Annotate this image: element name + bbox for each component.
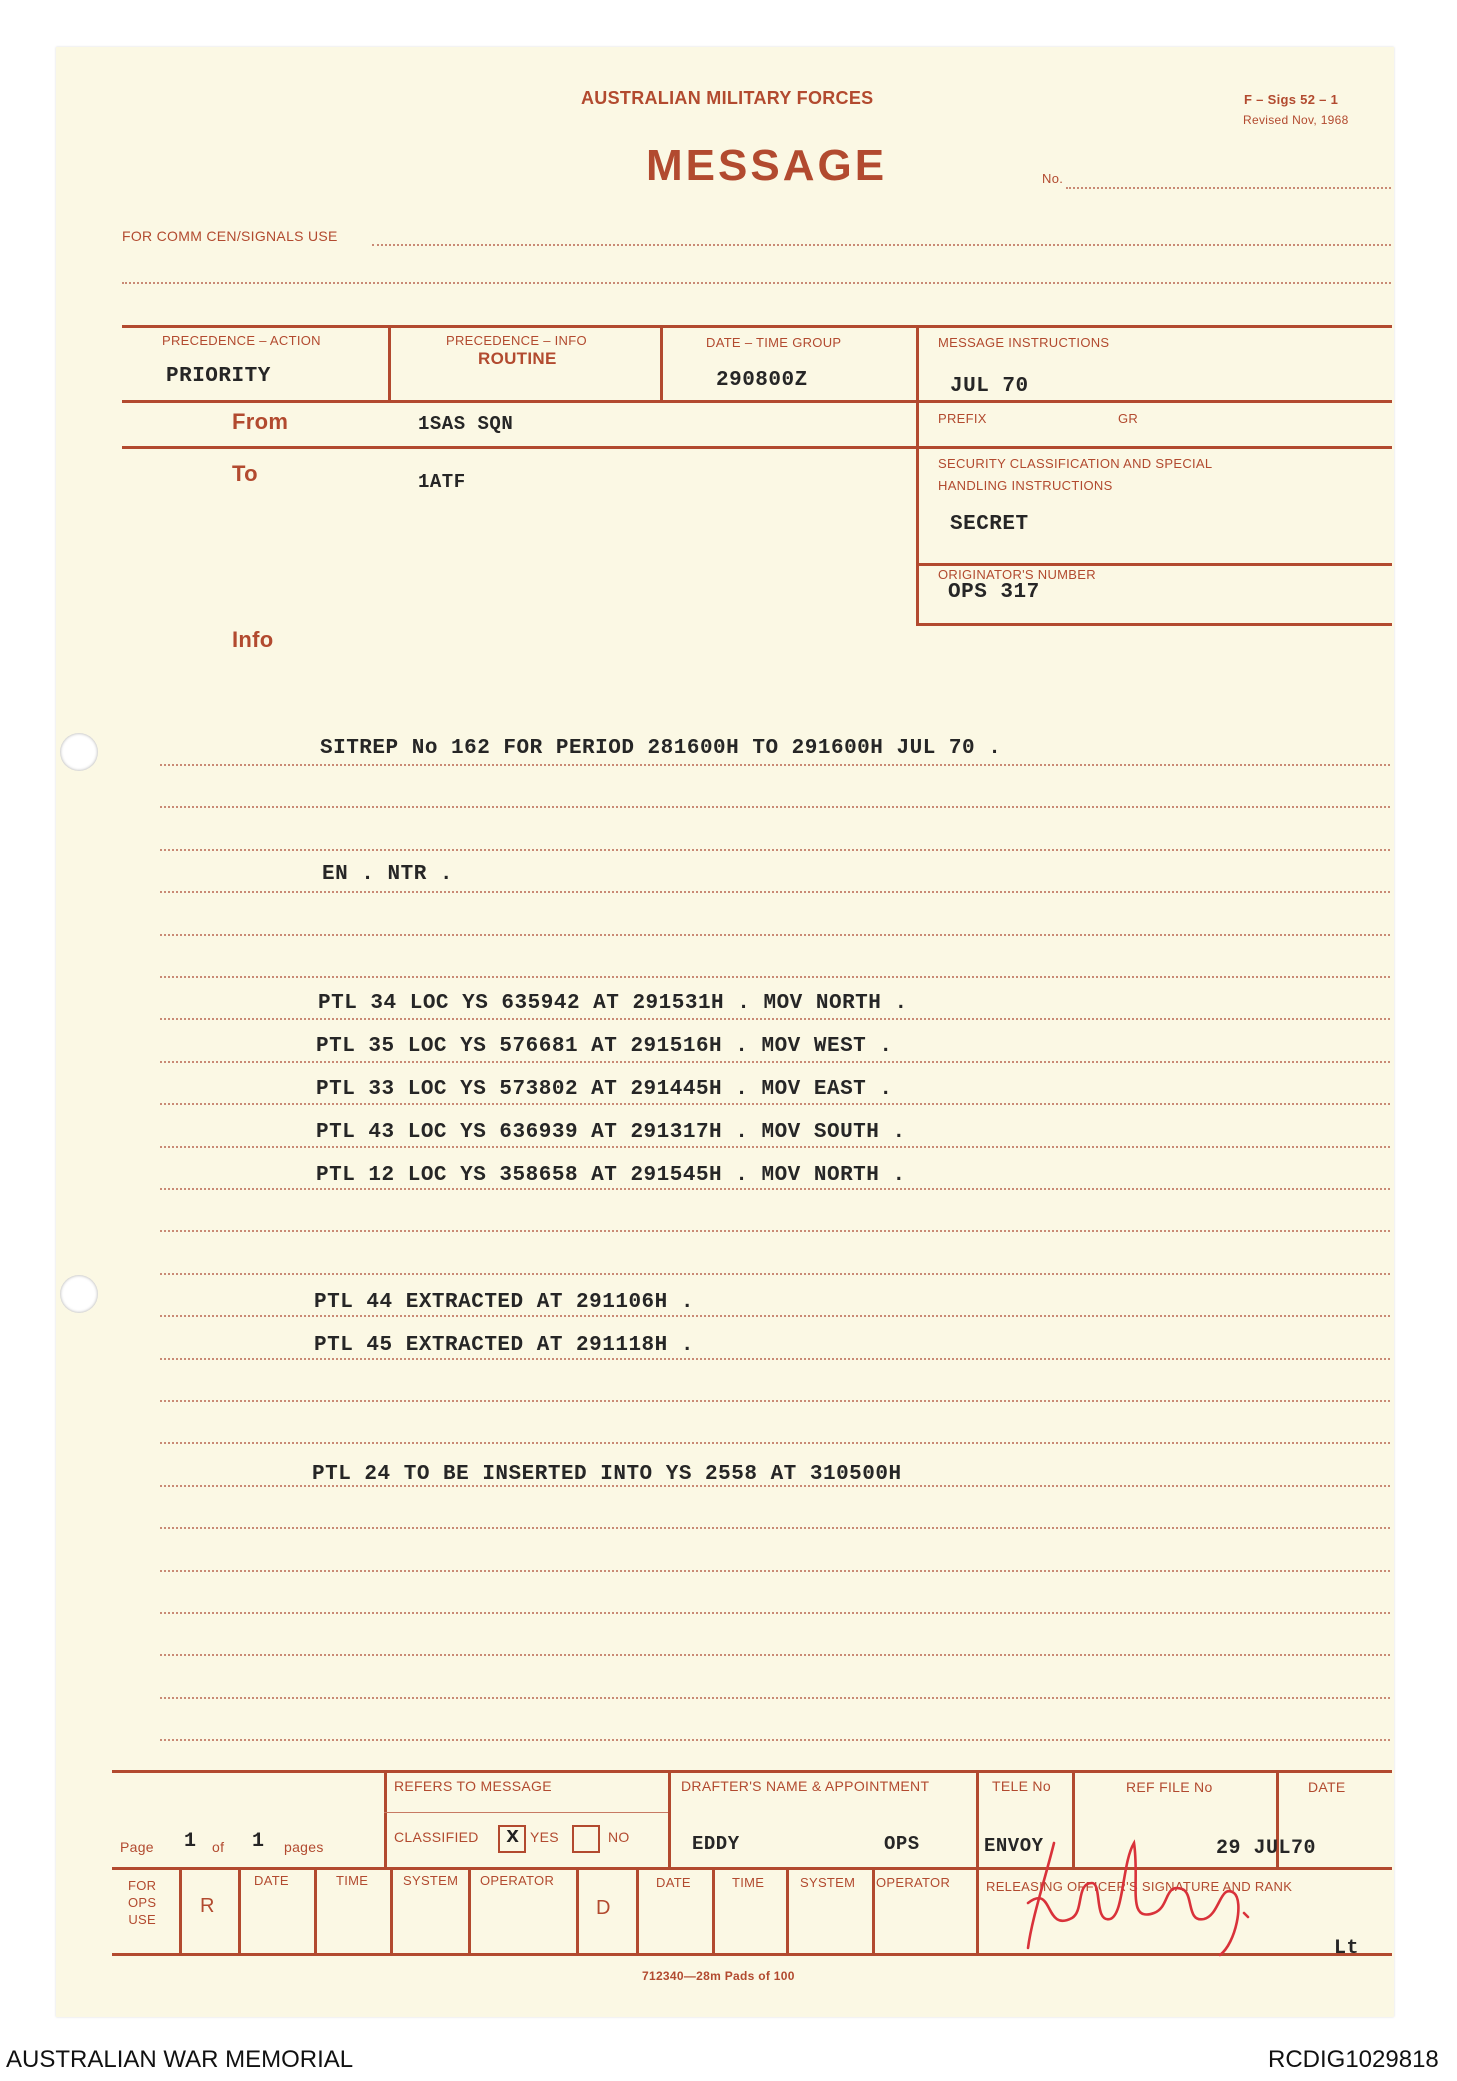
ops-r-label: R (200, 1895, 215, 1917)
ruled-line (160, 1612, 1390, 1614)
from-label: From (232, 409, 289, 434)
comm-cen-line-1 (372, 244, 1391, 246)
ruled-line (160, 1570, 1390, 1572)
ruled-line (160, 934, 1390, 936)
ruled-line (160, 849, 1390, 851)
body-line: SITREP No 162 FOR PERIOD 281600H TO 291600H JUL 70 . (320, 737, 1002, 760)
precedence-info-label: PRECEDENCE – INFO (446, 333, 587, 348)
message-no-line (1066, 187, 1391, 189)
gr-label: GR (1118, 411, 1139, 426)
body-line: PTL 43 LOC YS 636939 AT 291317H . MOV SOUTH . (316, 1121, 906, 1144)
ruled-line (160, 1061, 1390, 1063)
ruled-line (160, 976, 1390, 978)
security-label-2: HANDLING INSTRUCTIONS (938, 478, 1113, 493)
body-line: PTL 45 EXTRACTED AT 291118H . (314, 1334, 694, 1357)
footer-left: AUSTRALIAN WAR MEMORIAL (6, 2046, 354, 2073)
releasing-officer-label: RELEASING OFFICER'S SIGNATURE AND RANK (986, 1879, 1293, 1894)
ops-date-col-1: DATE (254, 1873, 289, 1888)
ruled-line (160, 1018, 1390, 1020)
yes-label: YES (530, 1829, 559, 1845)
ops-time-col-1: TIME (336, 1873, 369, 1888)
punch-hole-bottom (60, 1275, 98, 1313)
body-line: PTL 34 LOC YS 635942 AT 291531H . MOV NORTH . (318, 992, 908, 1015)
ruled-line (160, 1230, 1390, 1232)
footer-right: RCDIG1029818 (1268, 2046, 1439, 2073)
ruled-line (160, 1739, 1390, 1741)
classified-no-checkbox[interactable] (572, 1825, 600, 1853)
page-title: MESSAGE (646, 141, 888, 190)
classified-yes-checkbox[interactable] (498, 1825, 526, 1853)
ruled-line (160, 1103, 1390, 1105)
prefix-label: PREFIX (938, 411, 987, 426)
ruled-line (160, 1358, 1390, 1360)
org-heading: AUSTRALIAN MILITARY FORCES (581, 88, 874, 108)
page-label: Page (120, 1839, 154, 1855)
punch-hole-top (60, 733, 98, 771)
body-line: PTL 33 LOC YS 573802 AT 291445H . MOV EAST . (316, 1078, 893, 1101)
drafter-appointment: OPS (884, 1833, 920, 1855)
body-line: PTL 44 EXTRACTED AT 291106H . (314, 1291, 694, 1314)
dtg-value: 290800Z (716, 369, 808, 392)
ruled-line (160, 1442, 1390, 1444)
no-label: NO (608, 1829, 630, 1845)
tele-no-value: ENVOY (984, 1835, 1044, 1857)
page-number: 1 (184, 1830, 197, 1853)
originator-value: OPS 317 (948, 581, 1040, 604)
comm-cen-line-2 (122, 282, 1391, 284)
precedence-action-value: PRIORITY (166, 365, 271, 388)
ruled-line (160, 764, 1390, 766)
print-code: 712340—28m Pads of 100 (642, 1969, 795, 1983)
for-ops-use-label: FOR OPS USE (128, 1878, 157, 1927)
ops-system-col-1: SYSTEM (403, 1873, 459, 1888)
ruled-line (160, 1400, 1390, 1402)
of-label: of (212, 1839, 225, 1855)
checkbox-mark: x (506, 1824, 520, 1849)
officer-rank: Lt (1334, 1937, 1360, 1960)
precedence-info-value: ROUTINE (478, 349, 557, 368)
tele-no-label: TELE No (992, 1778, 1051, 1794)
ruled-line (160, 1273, 1390, 1275)
officer-signature (1014, 1823, 1294, 1963)
comm-cen-label: FOR COMM CEN/SIGNALS USE (122, 228, 338, 244)
precedence-action-label: PRECEDENCE – ACTION (162, 333, 321, 348)
drafter-name: EDDY (692, 1833, 740, 1855)
ops-operator-col-1: OPERATOR (480, 1873, 555, 1888)
body-line: EN . NTR . (322, 863, 454, 886)
pages-label: pages (284, 1839, 324, 1855)
body-line: PTL 24 TO BE INSERTED INTO YS 2558 AT 310500H (312, 1463, 902, 1486)
from-value: 1SAS SQN (418, 413, 514, 435)
ref-file-label: REF FILE No (1126, 1779, 1213, 1795)
ruled-line (160, 1315, 1390, 1317)
body-line: PTL 12 LOC YS 358658 AT 291545H . MOV NORTH . (316, 1164, 906, 1187)
drafter-label: DRAFTER'S NAME & APPOINTMENT (681, 1778, 930, 1794)
info-label: Info (232, 627, 274, 652)
security-label-1: SECURITY CLASSIFICATION AND SPECIAL (938, 456, 1213, 471)
revised-date: Revised Nov, 1968 (1243, 113, 1349, 127)
message-form (56, 47, 1394, 2017)
ruled-line (160, 1146, 1390, 1148)
ruled-line (160, 1697, 1390, 1699)
to-label: To (232, 461, 258, 486)
ruled-line (160, 1188, 1390, 1190)
to-value: 1ATF (418, 471, 466, 493)
ops-operator-col-2: OPERATOR (876, 1875, 951, 1890)
security-value: SECRET (950, 513, 1029, 536)
refers-to-message-label: REFERS TO MESSAGE (394, 1778, 552, 1794)
message-no-label: No. (1042, 171, 1064, 186)
date-label: DATE (1308, 1779, 1346, 1795)
ruled-line (160, 1527, 1390, 1529)
message-instructions-value: JUL 70 (950, 375, 1029, 398)
page-total: 1 (252, 1830, 265, 1853)
originator-label: ORIGINATOR'S NUMBER (938, 567, 1096, 582)
ruled-line (160, 1654, 1390, 1656)
message-instructions-label: MESSAGE INSTRUCTIONS (938, 335, 1110, 350)
form-number: F – Sigs 52 – 1 (1244, 92, 1339, 107)
ops-date-col-2: DATE (656, 1875, 691, 1890)
ops-time-col-2: TIME (732, 1875, 765, 1890)
ruled-line (160, 806, 1390, 808)
dtg-label: DATE – TIME GROUP (706, 335, 842, 350)
ops-system-col-2: SYSTEM (800, 1875, 856, 1890)
body-line: PTL 35 LOC YS 576681 AT 291516H . MOV WEST . (316, 1035, 893, 1058)
date-value: 29 JUL70 (1216, 1837, 1317, 1860)
ruled-line (160, 891, 1390, 893)
ops-d-label: D (596, 1897, 611, 1919)
classified-label: CLASSIFIED (394, 1829, 479, 1845)
